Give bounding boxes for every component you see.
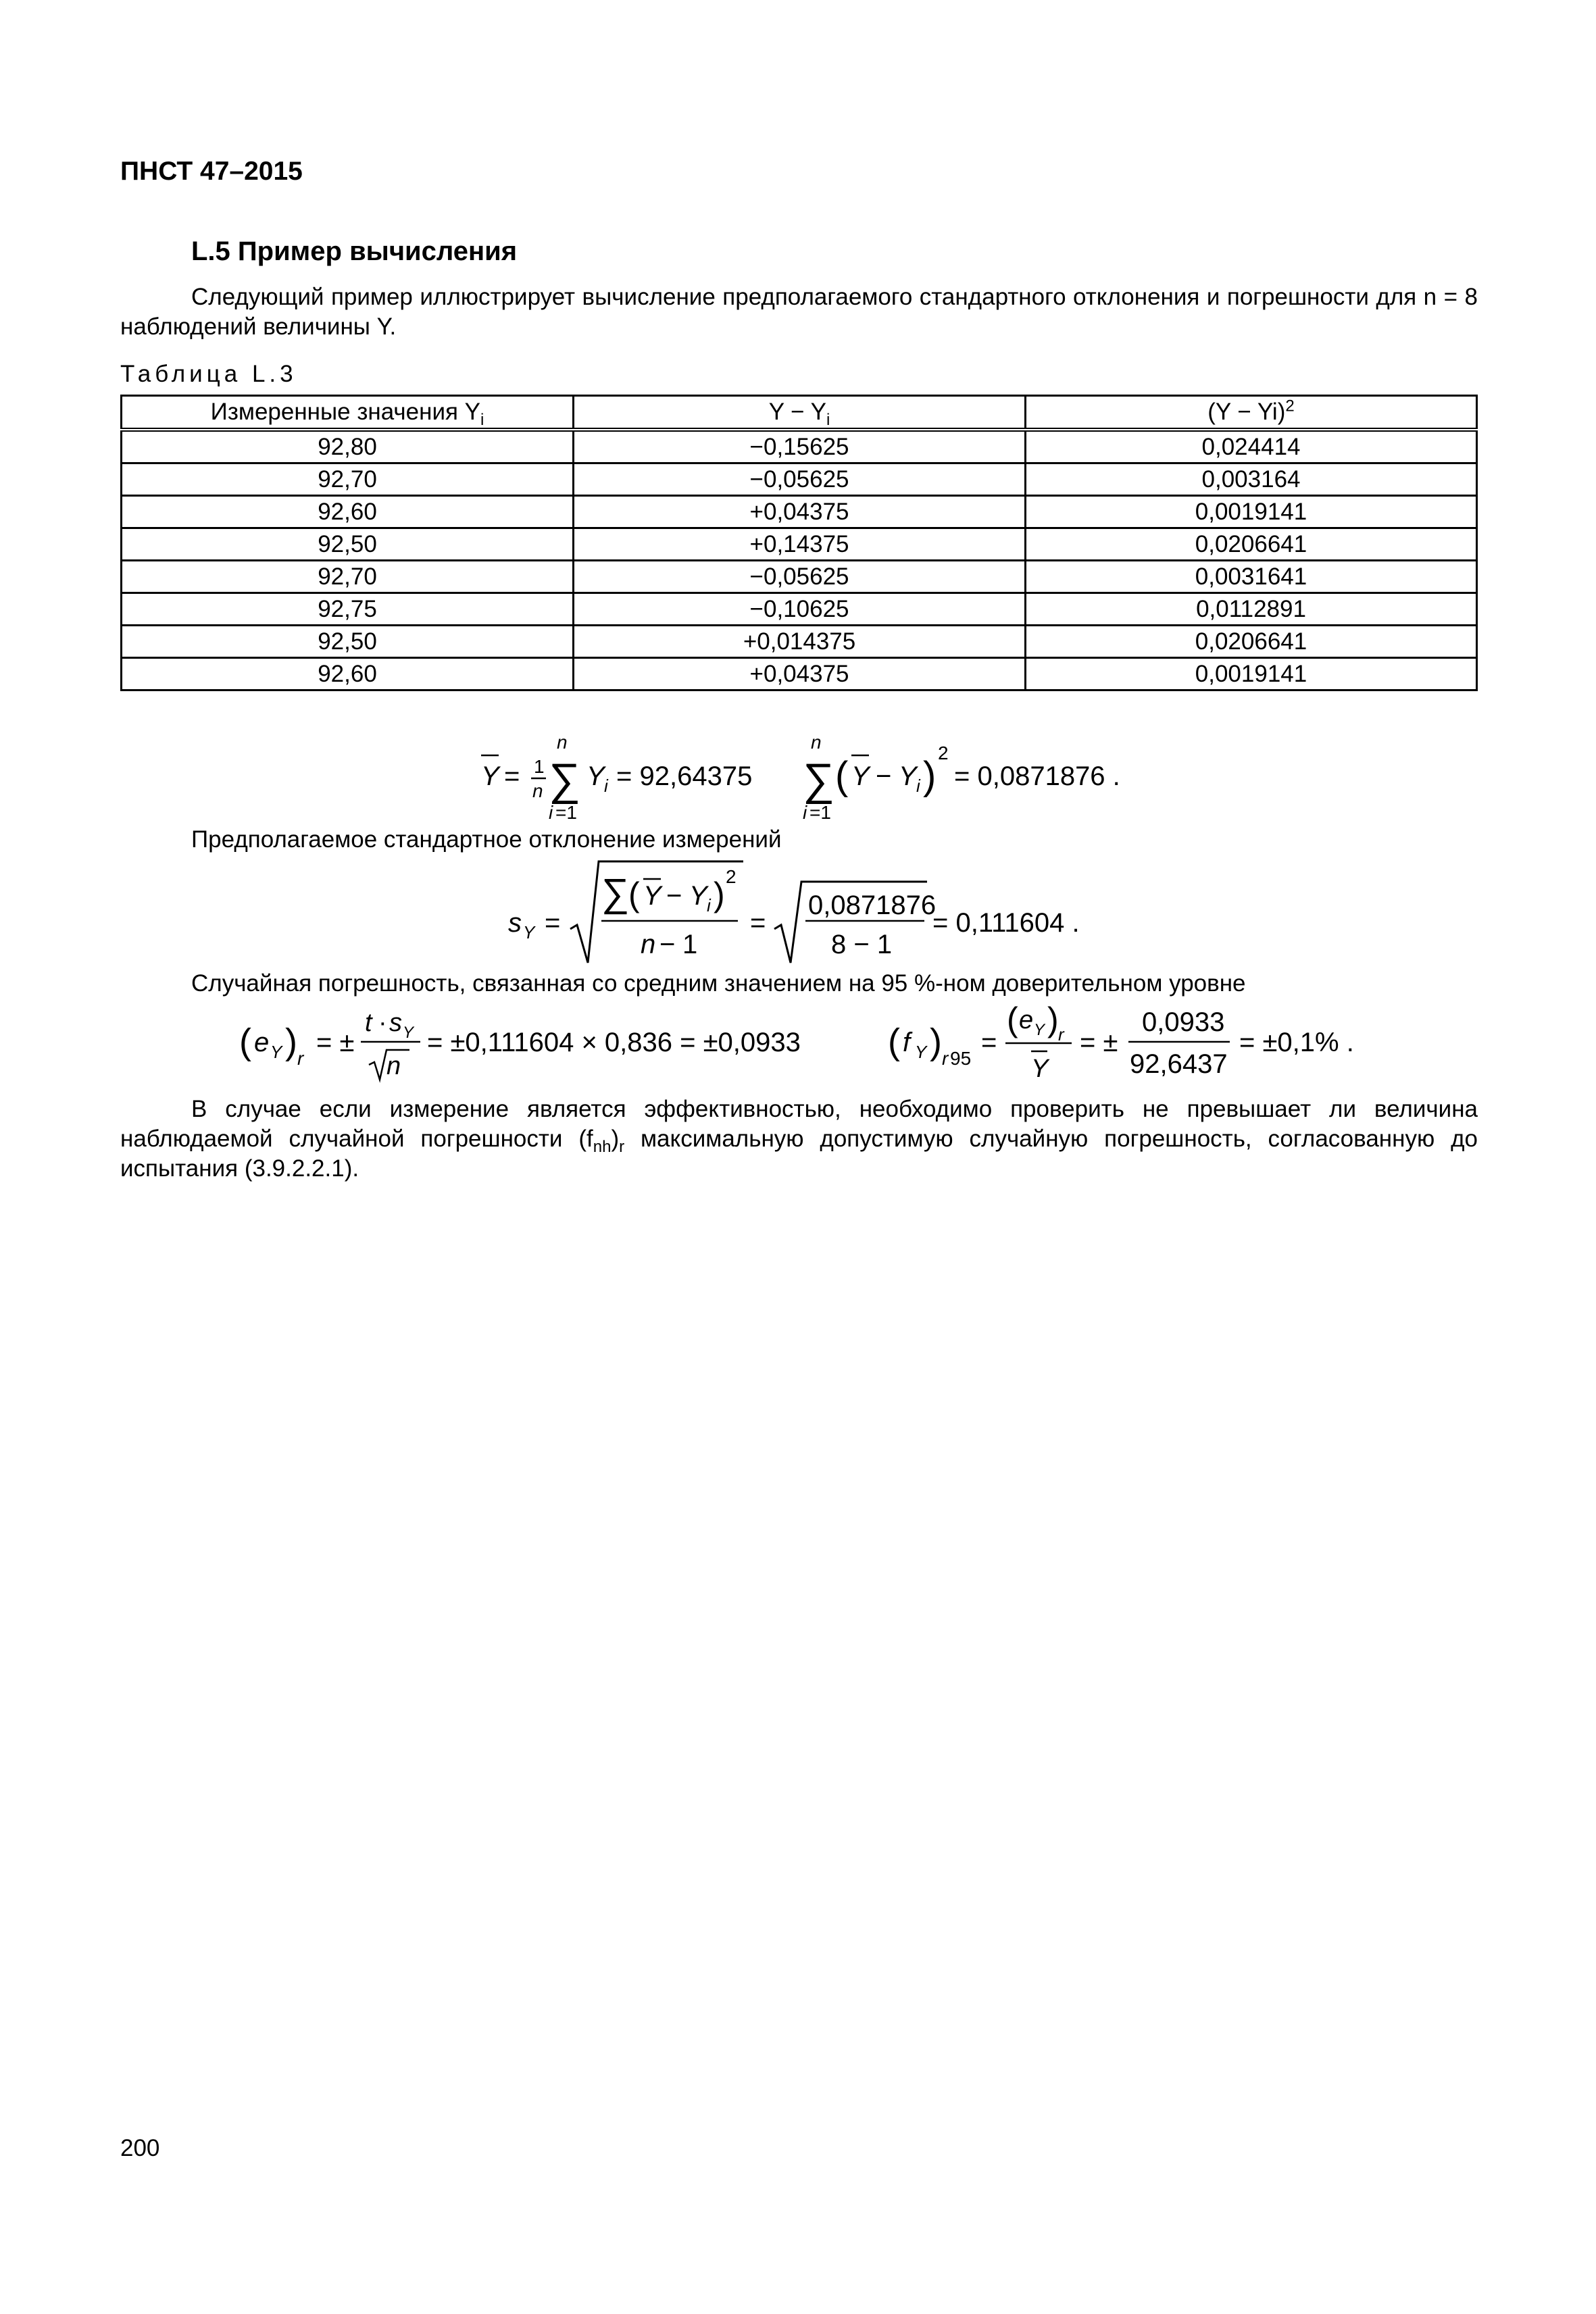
svg-text:Y: Y <box>403 1024 414 1042</box>
svg-text:−: − <box>666 881 682 911</box>
svg-text:∑: ∑ <box>549 754 581 804</box>
table-row <box>122 561 1477 593</box>
svg-text:): ) <box>930 1022 942 1062</box>
svg-text:8 − 1: 8 − 1 <box>831 930 893 959</box>
svg-text:Y: Y <box>1034 1021 1045 1039</box>
svg-text:= 0,111604 .: = 0,111604 . <box>932 908 1080 938</box>
svg-text:Y: Y <box>689 881 707 911</box>
mean-formula <box>473 730 1149 824</box>
svg-text:1: 1 <box>682 930 698 959</box>
table-cell: 92,70 <box>122 463 574 496</box>
measurement-table <box>120 395 1478 691</box>
table-row <box>122 496 1477 528</box>
svg-text:=1: =1 <box>809 802 831 823</box>
svg-text:Y: Y <box>523 922 535 942</box>
svg-text:n: n <box>386 1052 401 1080</box>
svg-text:(: ( <box>888 1022 900 1062</box>
svg-text:i: i <box>707 895 711 915</box>
svg-text:(: ( <box>835 754 849 798</box>
std-formula <box>500 855 1108 970</box>
svg-text:n: n <box>641 930 656 959</box>
table-cell: 0,0206641 <box>1026 626 1477 658</box>
svg-text:Y: Y <box>899 761 917 791</box>
column-header-measured: Измеренные значения $Y_i$ <box>122 396 574 430</box>
svg-text:): ) <box>714 876 725 913</box>
table-caption: Таблица L.3 <box>120 361 297 387</box>
std-caption: Предполагаемое стандартное отклонение измерений <box>191 826 782 853</box>
svg-text:i: i <box>549 802 553 823</box>
random-error-formula <box>236 1000 1385 1095</box>
svg-text:s: s <box>508 908 522 938</box>
svg-text:i: i <box>916 776 920 796</box>
svg-text:−: − <box>659 930 676 959</box>
svg-text:e: e <box>254 1028 270 1057</box>
svg-text:Y: Y <box>587 761 605 791</box>
table-cell: 0,0206641 <box>1026 528 1477 561</box>
svg-text:i: i <box>803 802 807 823</box>
svg-text:= ±0,1% .: = ±0,1% . <box>1239 1028 1354 1057</box>
svg-text:2: 2 <box>726 866 737 887</box>
table-cell: 92,60 <box>122 658 574 690</box>
table-cell: 0,0112891 <box>1026 593 1477 626</box>
svg-text:0,0933: 0,0933 <box>1142 1007 1225 1037</box>
table-cell: 0,0031641 <box>1026 561 1477 593</box>
svg-text:= ±0,111604 × 0,836 = ±0,0933: = ±0,111604 × 0,836 = ±0,0933 <box>427 1028 801 1057</box>
svg-text:=1: =1 <box>555 802 577 823</box>
random-error-caption: Случайная погрешность, связанная со средним значением на 95 %-ном доверительном уровне <box>191 970 1246 997</box>
svg-text:= ±: = ± <box>316 1028 355 1057</box>
table-cell: 0,0019141 <box>1026 658 1477 690</box>
svg-text:r: r <box>297 1048 304 1069</box>
closing-paragraph: В случае если измерение является эффективностью, необходимо проверить не превышает ли величина наблюдаемой случайной погрешности $(f_{nh})_r$ максимальную допустимую случайную погрешность, согласованную до испытания (3.9.2.2.1). <box>120 1096 1478 1182</box>
table-cell: 92,50 <box>122 528 574 561</box>
svg-text:2: 2 <box>938 743 949 763</box>
table-cell: −0,05625 <box>574 561 1026 593</box>
table-cell: 0,003164 <box>1026 463 1477 496</box>
svg-text:): ) <box>923 754 937 798</box>
table-row <box>122 528 1477 561</box>
svg-text:·: · <box>378 1009 387 1037</box>
svg-text:=: = <box>504 761 520 791</box>
table-cell: −0,15625 <box>574 430 1026 463</box>
table-cell: −0,10625 <box>574 593 1026 626</box>
table-cell: +0,04375 <box>574 658 1026 690</box>
svg-text:= 92,64375: = 92,64375 <box>616 761 753 791</box>
svg-text:1: 1 <box>534 756 545 777</box>
svg-text:r: r <box>1058 1024 1064 1045</box>
svg-text:s: s <box>389 1009 402 1037</box>
table-row <box>122 430 1477 463</box>
svg-text:∑: ∑ <box>803 754 835 804</box>
svg-text:n: n <box>811 732 822 753</box>
table-cell: +0,14375 <box>574 528 1026 561</box>
table-cell: 0,0019141 <box>1026 496 1477 528</box>
svg-text:Y: Y <box>270 1042 282 1062</box>
table-cell: +0,04375 <box>574 496 1026 528</box>
table-cell: +0,014375 <box>574 626 1026 658</box>
table-row <box>122 658 1477 690</box>
svg-text:r: r <box>942 1048 949 1069</box>
table-row <box>122 626 1477 658</box>
table-cell: −0,05625 <box>574 463 1026 496</box>
svg-text:(: ( <box>1007 1001 1018 1038</box>
table-cell: 92,75 <box>122 593 574 626</box>
svg-text:): ) <box>1047 1001 1059 1038</box>
table-cell: 92,80 <box>122 430 574 463</box>
table-row <box>122 463 1477 496</box>
table-cell: 92,50 <box>122 626 574 658</box>
svg-text:i: i <box>604 776 608 796</box>
svg-text:t: t <box>365 1009 372 1037</box>
table-header-row <box>122 396 1477 430</box>
svg-text:Y: Y <box>1031 1055 1049 1083</box>
svg-text:−: − <box>876 761 892 791</box>
svg-text:92,6437: 92,6437 <box>1130 1049 1228 1079</box>
document-code: ПНСТ 47–2015 <box>120 157 303 186</box>
svg-text:0,0871876: 0,0871876 <box>808 890 937 920</box>
svg-text:n: n <box>532 780 543 801</box>
section-title: L.5 Пример вычисления <box>191 236 518 266</box>
table-row <box>122 593 1477 626</box>
svg-text:Y: Y <box>643 881 662 911</box>
svg-text:Y: Y <box>481 761 499 791</box>
column-header-squared: $(Y - Yi)^2$ <box>1026 396 1477 430</box>
svg-text:n: n <box>557 732 568 753</box>
svg-text:=: = <box>750 908 766 938</box>
svg-text:∑: ∑ <box>601 871 630 915</box>
svg-text:(: ( <box>239 1022 251 1062</box>
svg-text:Y: Y <box>851 761 870 791</box>
svg-text:=: = <box>981 1028 997 1057</box>
svg-text:= 0,0871876 .: = 0,0871876 . <box>954 761 1120 791</box>
table-cell: 92,70 <box>122 561 574 593</box>
table-cell: 0,024414 <box>1026 430 1477 463</box>
page-number: 200 <box>120 2135 160 2161</box>
svg-text:(: ( <box>628 876 640 913</box>
svg-text:): ) <box>285 1022 297 1062</box>
svg-text:f: f <box>903 1028 911 1057</box>
svg-text:Y: Y <box>915 1042 927 1062</box>
svg-text:= ±: = ± <box>1080 1028 1118 1057</box>
svg-text:=: = <box>545 908 561 938</box>
svg-text:e: e <box>1019 1006 1034 1034</box>
svg-text:95: 95 <box>950 1048 972 1069</box>
table-cell: 92,60 <box>122 496 574 528</box>
intro-paragraph: Следующий пример иллюстрирует вычисление предполагаемого стандартного отклонения и погрешности для n = 8 наблюдений величины Y. <box>120 284 1478 340</box>
column-header-deviation: $Y - Y_i$ <box>574 396 1026 430</box>
